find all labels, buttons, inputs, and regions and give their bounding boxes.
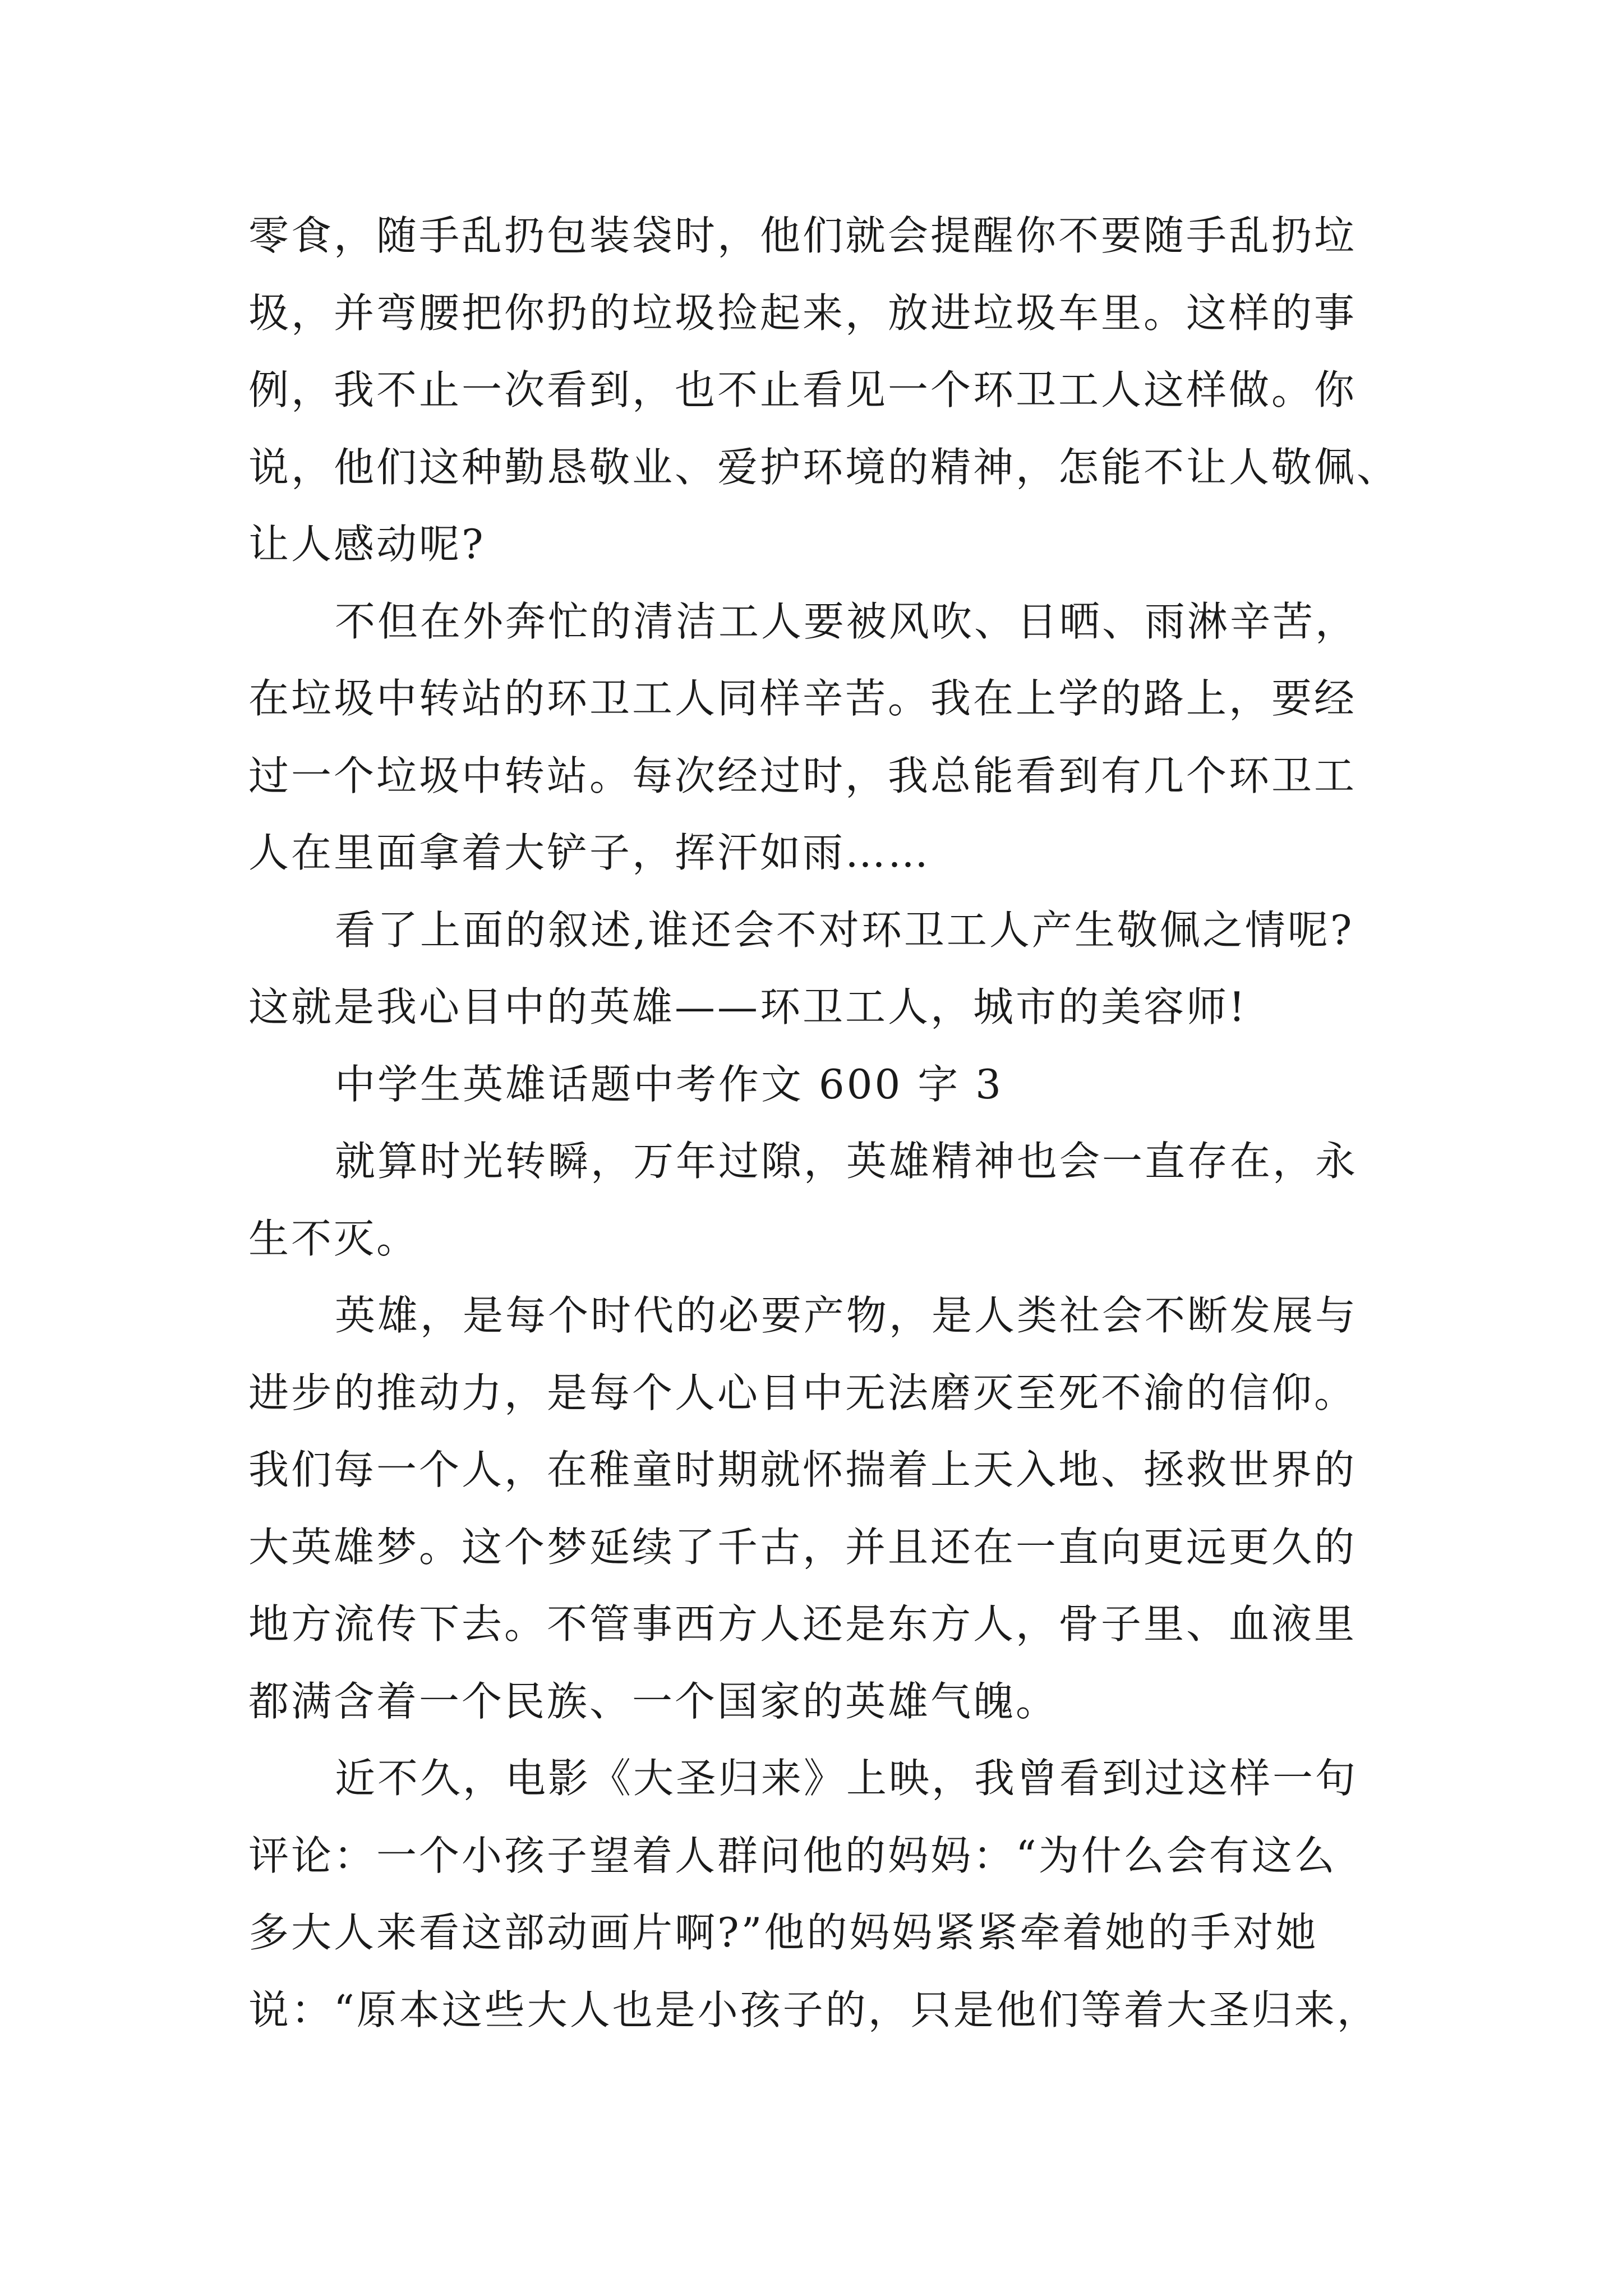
text-line: 我们每一个人，在稚童时期就怀揣着上天入地、拯救世界的	[248, 1446, 1357, 1493]
text-line: 生不灭。	[248, 1214, 419, 1262]
text-line: 圾，并弯腰把你扔的垃圾捡起来，放进垃圾车里。这样的事	[248, 289, 1357, 337]
text-line: 进步的推动力，是每个人心目中无法磨灭至死不渝的信仰。	[248, 1369, 1357, 1416]
text-line: 在垃圾中转站的环卫工人同样辛苦。我在上学的路上，要经	[248, 675, 1357, 722]
text-line: 说，他们这种勤恳敬业、爱护环境的精神，怎能不让人敬佩、	[248, 443, 1400, 491]
text-line: 不但在外奔忙的清洁工人要被风吹、日晒、雨淋辛苦，	[335, 597, 1358, 645]
text-line: 让人感动呢?	[248, 521, 486, 568]
text-line: 中学生英雄话题中考作文 600 字 3	[335, 1060, 1003, 1108]
text-line: 零食，随手乱扔包装袋时，他们就会提醒你不要随手乱扔垃	[248, 212, 1357, 259]
text-line: 地方流传下去。不管事西方人还是东方人，骨子里、血液里	[248, 1600, 1357, 1648]
text-line: 就算时光转瞬，万年过隙，英雄精神也会一直存在，永	[335, 1138, 1358, 1185]
text-line: 说：“原本这些大人也是小孩子的，只是他们等着大圣归来，	[248, 1986, 1380, 2033]
text-line: 看了上面的叙述,谁还会不对环卫工人产生敬佩之情呢?	[335, 906, 1354, 954]
text-line: 过一个垃圾中转站。每次经过时，我总能看到有几个环卫工	[248, 752, 1357, 799]
text-line: 人在里面拿着大铲子，挥汗如雨……	[248, 829, 931, 876]
text-line: 多大人来看这部动画片啊?”他的妈妈紧紧牵着她的手对她	[248, 1909, 1318, 1956]
text-line: 例，我不止一次看到，也不止看见一个环卫工人这样做。你	[248, 366, 1357, 413]
text-line: 都满含着一个民族、一个国家的英雄气魄。	[248, 1677, 1059, 1725]
text-line: 大英雄梦。这个梦延续了千古，并且还在一直向更远更久的	[248, 1523, 1357, 1571]
text-line: 评论：一个小孩子望着人群问他的妈妈：“为什么会有这么	[248, 1832, 1337, 1879]
text-line: 这就是我心目中的英雄——环卫工人，城市的美容师!	[248, 983, 1247, 1030]
document-body	[248, 197, 1400, 2049]
text-line: 近不久，电影《大圣归来》上映，我曾看到过这样一句	[335, 1755, 1358, 1802]
text-line: 英雄，是每个时代的必要产物，是人类社会不断发展与	[335, 1292, 1358, 1339]
